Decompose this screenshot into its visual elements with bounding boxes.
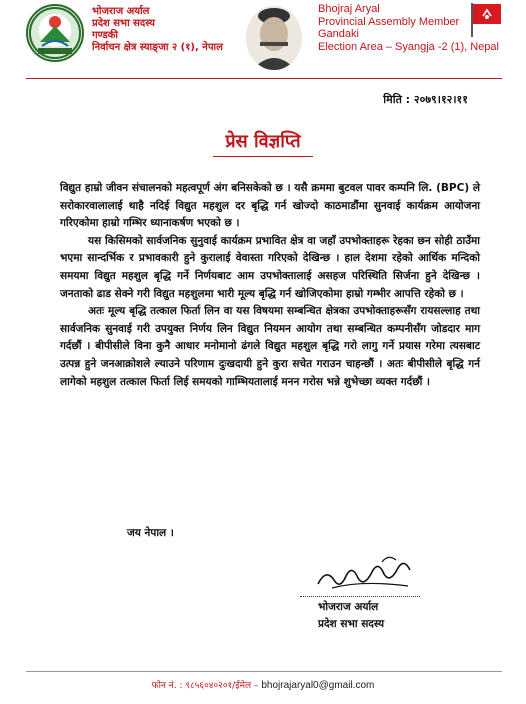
footer-contact xyxy=(0,678,526,691)
handwritten-signature xyxy=(312,550,418,596)
closing-salutation: जय नेपाल । xyxy=(127,527,174,539)
date-line: मिति : २०७९।१२।११ xyxy=(383,93,468,106)
header-en-role: Provincial Assembly Member xyxy=(318,15,460,28)
header-np-name: भोजराज अर्याल xyxy=(92,6,150,17)
body-paragraph-2: यस किसिमको सार्वजनिक सुनुवाई कार्यक्रम प्रभावित क्षेत्र वा जहाँ उपभोक्ताहरू रेहका छन सोही ठाउँमा भएमा सान्दर्भिक र प्रभावकारी हुने कुरालाई वेवास्ता गरिएको देखिन्छ । हाल देशमा रहेको आर्थिक मन्दिको समयमा विद्युत महशुल बृद्धि गर्ने निर्णयबाट आम उपभोक्तालाई असहज परिस्थिति सिर्जना हुने देखिन्छ । जनताको ढाड सेक्ने गरी विद्युत महशुलमा भारी मूल्य बृद्धि गर्न खोजिएकोमा हाम्रो गम्भीर आपत्ति रहेको छ । xyxy=(60,234,480,300)
footer-phone: फोन नं. : ९८५६०४०२०१/ईमेल – xyxy=(151,681,259,691)
header-en-province: Gandaki xyxy=(318,28,359,40)
page-title: प्रेस विज्ञप्ति xyxy=(225,131,301,152)
body-paragraph-1: विद्युत हाम्रो जीवन संचालनको महत्वपूर्ण अंग बनिसकेको छ । यसै क्रममा बुटवल पावर कम्पनि लि. (BPC) ले सरोकारवालालाई थाहै नदिई विद्युत महशुल दर बृद्धि गर्न खोज्दो काठमाडौंमा सुनवाई कार्यक्रम आयोजना गरिएकोमा हाम्रो गम्भिर ध्यानाकर्षण भएको छ । xyxy=(60,182,480,230)
header-en-name: Bhojraj Aryal xyxy=(318,3,380,15)
party-flag-icon xyxy=(470,2,502,38)
signatory-name: भोजराज अर्याल xyxy=(318,601,379,613)
header-nepali-block xyxy=(92,6,223,54)
press-release-body xyxy=(60,180,480,391)
letterhead xyxy=(0,0,526,80)
header-np-province: गण्डकी xyxy=(92,30,118,41)
signatory-title: प्रदेश सभा सदस्य xyxy=(318,618,385,630)
title-underline xyxy=(213,156,313,157)
footer-email-link[interactable]: bhojrajaryal0@gmail.com xyxy=(261,680,375,691)
header-en-constituency: Election Area – Syangja -2 (1), Nepal xyxy=(318,40,499,53)
signature-line xyxy=(300,596,420,597)
header-np-constituency: निर्वाचन क्षेत्र स्याङ्जा २ (१), नेपाल xyxy=(92,42,223,53)
historical-figure-portrait xyxy=(246,6,302,70)
body-paragraph-3: अतः मूल्य बृद्धि तत्काल फिर्ता लिन वा यस विषयमा सम्बन्धित क्षेत्रका उपभोक्ताहरूसँग रायसल्लाह तथा सार्वजनिक सुनवाई गरी उपयुक्त निर्णय लिन विद्युत नियमन आयोग तथा सम्बन्धित कम्पनीसँग जोडदार माग गर्दछौं । बीपीसीले विना कुनै आधार मनोमानो ढंगले विद्युत महशुल बृद्धि गरो लागु गर्ने प्रयास गरेमा त्यसबाट उत्पन्न हुने जनआक्रोशले ल्याउने परिणाम दुःखदायी हुने कुरा सचेत गराउन चाहन्छौं । अतः बीपीसीले बृद्धि गर्न लागेको महशुल तत्काल फिर्ता लिई समयको गाम्भियतालाई मनन गरोस भन्ने शुभेच्छा व्यक्त गर्दछौं । xyxy=(60,305,480,388)
header-np-role: प्रदेश सभा सदस्य xyxy=(92,18,155,29)
footer-divider xyxy=(26,671,502,672)
party-emblem-icon xyxy=(26,4,84,62)
header-divider xyxy=(26,78,502,79)
